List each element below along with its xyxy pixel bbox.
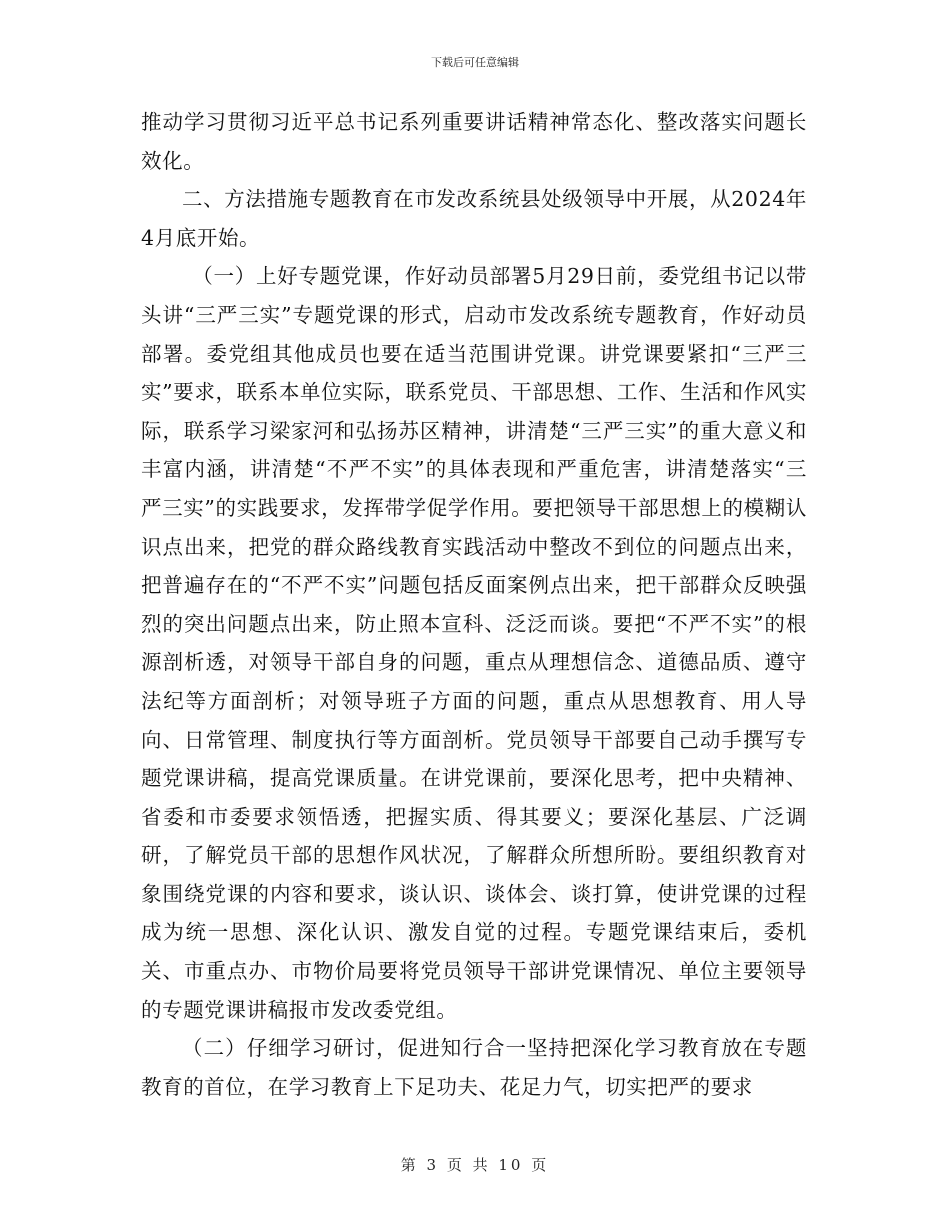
paragraph-item-one: （一）上好专题党课，作好动员部署5月29日前，委党组书记以带头讲“三严三实”专题党课的形式，启动市发改系统专题教育，作好动员部署。委党组其他成员也要在适当范围讲党课。讲党课要紧扣“三严三实”要求，联系本单位实际，联系党员、干部思想、工作、生活和作风实际，联系学习梁家河和弘扬苏区精神，讲清楚“三严三实”的重大意义和丰富内涵，讲清楚“不严不实”的具体表现和严重危害，讲清楚落实“三严三实”的实践要求，发挥带学促学作用。要把领导干部思想上的模糊认识点出来，把党的群众路线教育实践活动中整改不到位的问题点出来，把普遍存在的“不严不实”问题包括反面案例点出来，把干部群众反映强烈的突出问题点出来，防止照本宣科、泛泛而谈。要把“不严不实”的根源剖析透，对领导干部自身的问题，重点从理想信念、道德品质、遵守法纪等方面剖析；对领导班子方面的问题，重点从思想教育、用人导向、日常管理、制度执行等方面剖析。党员领导干部要自己动手撰写专题党课讲稿，提高党课质量。在讲党课前，要深化思考，把中央精神、省委和市委要求领悟透，把握实质、得其要义；要深化基层、广泛调研，了解党员干部的思想作风状况，了解群众所想所盼。要组织教育对象围绕党课的内容和要求，谈认识、谈体会、谈打算，使讲党课的过程成为统一思想、深化认识、激发自觉的过程。专题党课结束后，委机关、市重点办、市物价局要将党员领导干部讲党课情况、单位主要领导的专题党课讲稿报市发改委党组。 — [141, 264, 807, 1022]
paragraph-item-two: （二）仔细学习研讨，促进知行合一坚持把深化学习教育放在专题教育的首位，在学习教育上下足功夫、花足力气，切实把严的要求 — [141, 1036, 807, 1099]
header-note: 下载后可任意编辑 — [431, 56, 519, 69]
page-number-footer: 第 3 页 共 10 页 — [400, 1156, 550, 1174]
paragraph-section-two: 二、方法措施专题教育在市发改系统县处级领导中开展，从2024年4月底开始。 — [141, 187, 807, 250]
paragraph-continuation: 推动学习贯彻习近平总书记系列重要讲话精神常态化、整改落实问题长效化。 — [141, 110, 807, 173]
body-text — [141, 103, 807, 1106]
